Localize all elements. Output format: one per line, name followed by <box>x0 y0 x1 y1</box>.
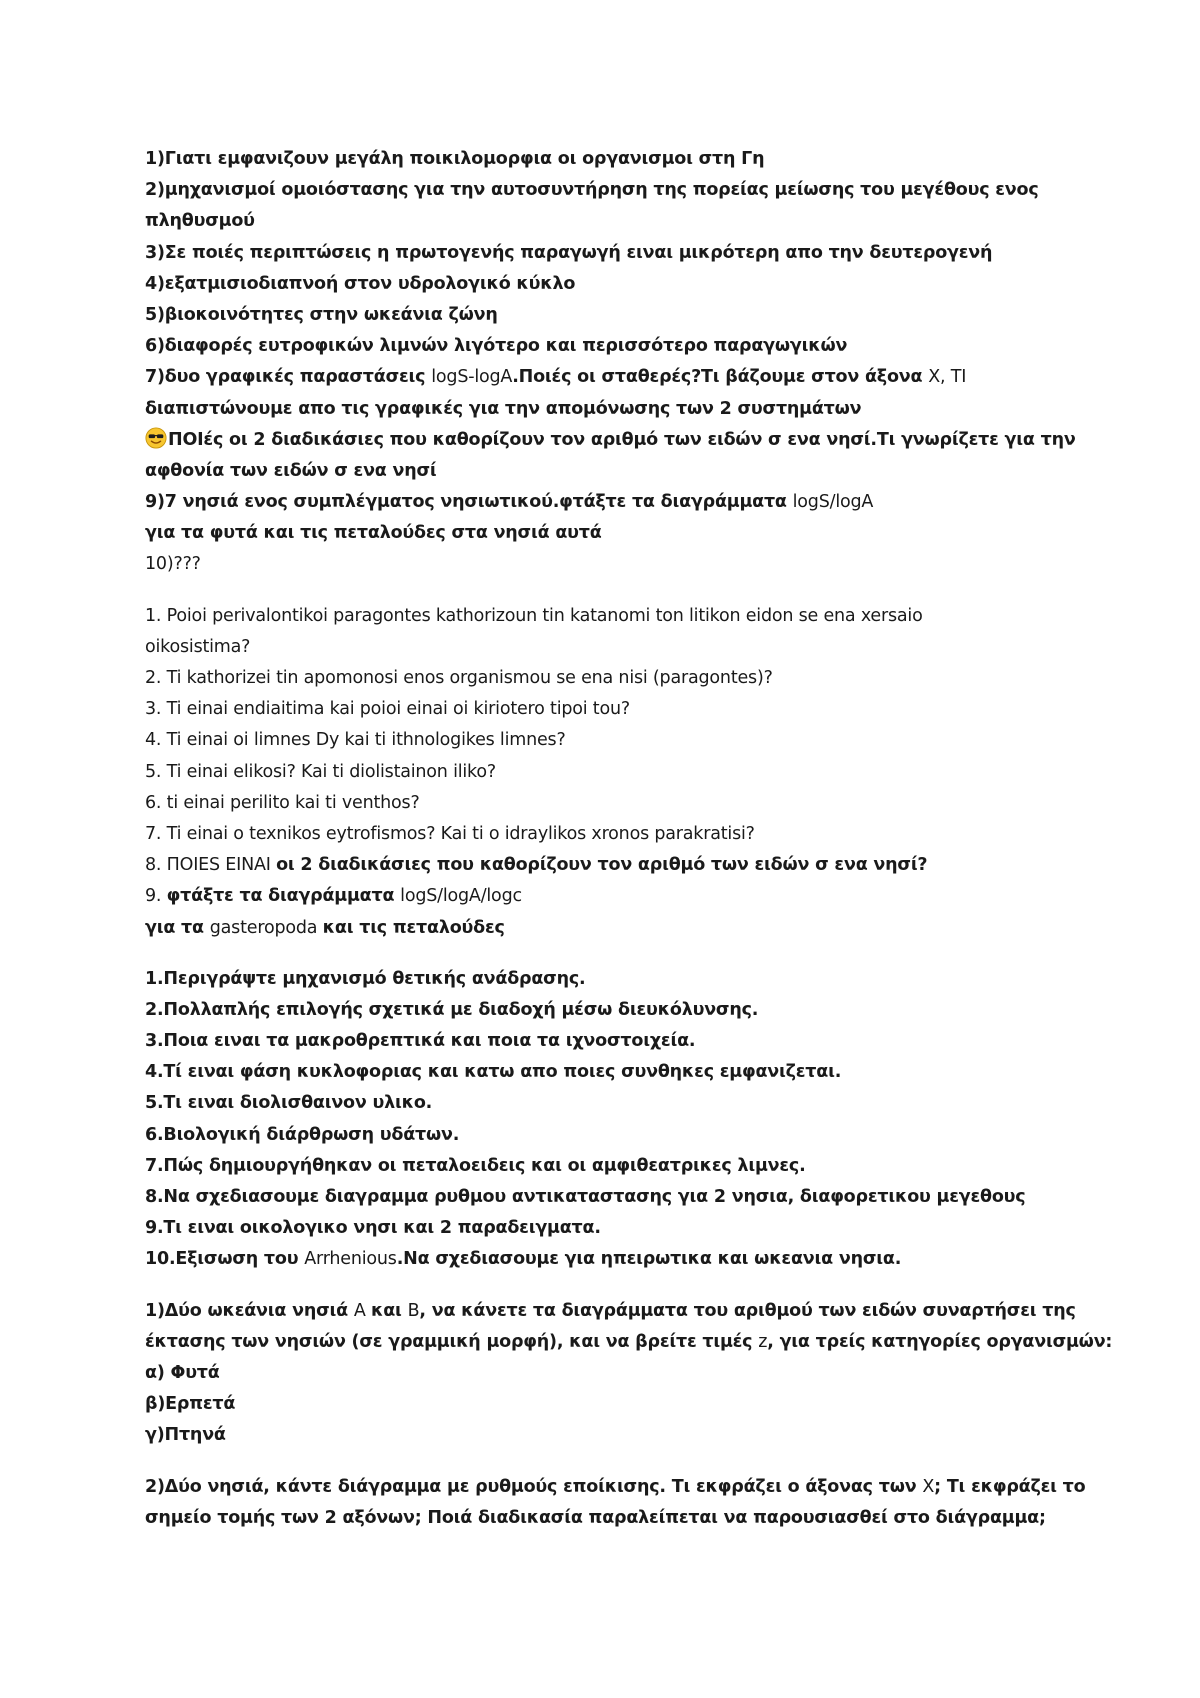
text-run: 1)Δύο ωκεάνια νησιά <box>145 1300 354 1321</box>
text-line <box>145 549 1085 580</box>
text-line <box>145 487 1085 518</box>
text-run: 2)Δύο νησιά, κάντε διάγραμμα με ρυθμούς εποίκισης. Τι εκφράζει ο άξονας των <box>145 1476 923 1497</box>
text-run: logS/logA/logc <box>400 886 522 907</box>
text-run: 8. ΠΟΙΕS EINAI <box>145 855 277 876</box>
text-line <box>145 1503 1085 1534</box>
text-line <box>145 394 1085 425</box>
section-gap <box>145 1452 1085 1472</box>
text-line <box>145 1389 1085 1420</box>
text-run: z <box>758 1331 768 1352</box>
text-line <box>145 425 1085 456</box>
text-line <box>145 1420 1085 1451</box>
text-run: και τις πεταλούδες <box>322 917 505 938</box>
text-run: 4)εξατμισιοδιαπνοή στον υδρολογικό κύκλο <box>145 273 576 294</box>
text-line <box>145 362 1085 393</box>
question-section <box>145 601 1085 944</box>
text-line <box>145 757 1085 788</box>
text-line <box>145 300 1085 331</box>
text-line <box>145 1026 1085 1057</box>
text-run: 4.Τί ειναι φάση κυκλοφοριας και κατω απο ποιες συνθηκες εμφανιζεται. <box>145 1062 842 1083</box>
text-line <box>145 331 1085 362</box>
text-line <box>145 1213 1085 1244</box>
section-gap <box>145 581 1085 601</box>
text-line <box>145 601 1085 632</box>
text-run: .Ποιές οι σταθερές?Τι βάζουμε στον άξονα <box>512 367 929 388</box>
text-run: 3. Ti einai endiaitima kai poioi einai oi kiriotero tipoi tou? <box>145 699 630 720</box>
text-line <box>145 694 1085 725</box>
text-line <box>145 964 1085 995</box>
text-line <box>145 1088 1085 1119</box>
question-section <box>145 1296 1113 1452</box>
text-line <box>145 913 1085 944</box>
text-run: .Να σχεδιασουμε για ηπειρωτικα και ωκεανια νησια. <box>396 1249 902 1270</box>
text-line <box>145 1472 1085 1503</box>
text-run: X, TI <box>928 367 967 388</box>
text-run: 9.Τι ειναι οικολογικο νησι και 2 παραδειγματα. <box>145 1218 601 1239</box>
text-run: 9)7 νησιά ενος συμπλέγματος νησιωτικού.φτάξτε τα διαγράμματα <box>145 492 793 513</box>
text-line <box>145 995 1085 1026</box>
question-section <box>145 144 1085 581</box>
section-gap <box>145 1276 1085 1296</box>
text-line <box>145 881 1085 912</box>
text-run: 5.Τι ειναι διολισθαινον υλικο. <box>145 1093 433 1114</box>
text-run: 5. Ti einai elikosi? Kai ti diolistainon iliko? <box>145 761 496 782</box>
text-run: φτάξτε τα διαγράμματα <box>166 886 401 907</box>
sunglasses-emoji-icon <box>145 427 167 449</box>
text-line <box>145 1296 1085 1327</box>
text-run: 2. Ti kathorizei tin apomonosi enos organismou se ena nisi (paragontes)? <box>145 668 773 688</box>
text-run: logS-logA <box>431 367 513 388</box>
text-run: 2.Πολλαπλής επιλογής σχετικά με διαδοχή μέσω διευκόλυνσης. <box>145 999 759 1020</box>
text-run: γ)Πτηνά <box>145 1425 226 1446</box>
document-body <box>145 144 1113 1534</box>
text-run: διαπιστώνουμε απο τις γραφικές για την απομόνωσης των 2 συστημάτων <box>145 398 862 419</box>
text-line <box>145 456 1085 487</box>
text-run: 3.Ποια ειναι τα μακροθρεπτικά και ποια τα ιχνοστοιχεία. <box>145 1031 696 1052</box>
text-run: 7)δυο γραφικές παραστάσεις <box>145 367 432 388</box>
text-line <box>145 819 1085 850</box>
question-section <box>145 1472 1085 1534</box>
text-run: 6. ti einai perilito kai ti venthos? <box>145 792 420 813</box>
text-run: 9. <box>145 886 167 907</box>
text-line <box>145 1057 1085 1088</box>
question-section <box>145 964 1085 1276</box>
text-line <box>145 518 1085 549</box>
text-run: β)Ερπετά <box>145 1394 236 1415</box>
text-run: για τα φυτά και τις πεταλούδες στα νησιά αυτά <box>145 523 602 544</box>
text-line <box>145 1182 1085 1213</box>
text-run: 6)διαφορές ευτροφικών λιμνών λιγότερο και περισσότερο παραγωγικών <box>145 336 848 357</box>
text-run: ΠΟΙές οι 2 διαδικάσιες που καθορίζουν τον αριθμό των ειδών σ ενα νησί.Τι γνωρίζετε για την <box>168 429 1076 450</box>
text-line <box>145 1327 1113 1358</box>
text-run: και <box>371 1300 408 1321</box>
text-run: 10.Εξισωση του <box>145 1249 305 1270</box>
text-run: logS/logA <box>792 492 874 513</box>
text-run: oikosistima? <box>145 636 251 657</box>
text-run: ; Τι εκφράζει το <box>934 1476 1086 1497</box>
text-run: , να κάνετε τα διαγράμματα του αριθμού των ειδών συναρτήσει της <box>419 1300 1076 1321</box>
text-line <box>145 238 1085 269</box>
text-line <box>145 269 1085 300</box>
section-gap <box>145 944 1085 964</box>
text-line <box>145 1120 1085 1151</box>
text-run: X <box>922 1476 935 1497</box>
text-run: σημείο τομής των 2 αξόνων; Ποιά διαδικασία παραλείπεται να παρουσιασθεί στο διάγραμμα; <box>145 1507 1046 1528</box>
text-run: 7.Πώς δημιουργήθηκαν οι πεταλοειδεις και οι αμφιθεατρικες λιμνες. <box>145 1155 806 1176</box>
text-line <box>145 788 1085 819</box>
text-run: 6.Βιολογική διάρθρωση υδάτων. <box>145 1124 460 1145</box>
text-run: 1. Poioi perivalontikoi paragontes kathorizoun tin katanomi ton litikon eidon se ena xersaio <box>145 605 923 626</box>
text-run: α) Φυτά <box>145 1362 220 1383</box>
text-line <box>145 144 1085 175</box>
text-run: 1)Γιατι εμφανιζουν μεγάλη ποικιλομορφια οι οργανισμοι στη Γη <box>145 149 765 169</box>
text-run: αφθονία των ειδών σ ενα νησί <box>145 460 437 481</box>
text-line <box>145 1358 1085 1389</box>
text-run: 7. Ti einai o texnikos eytrofismos? Kai ti o idraylikos xronos parakratisi? <box>145 823 755 844</box>
text-run: B <box>407 1300 420 1321</box>
text-run: 5)βιοκοινότητες στην ωκεάνια ζώνη <box>145 304 498 325</box>
text-run: gasteropoda <box>209 917 323 938</box>
text-run: 10)??? <box>145 554 201 575</box>
text-line <box>145 175 1085 206</box>
text-run: Arrhenious <box>304 1249 397 1270</box>
text-run: A <box>353 1300 371 1321</box>
text-line <box>145 1244 1085 1275</box>
text-run: 4. Ti einai oi limnes Dy kai ti ithnologikes limnes? <box>145 730 566 751</box>
text-run: έκτασης των νησιών (σε γραμμική μορφή), και να βρείτε τιμές <box>145 1331 759 1352</box>
text-run: πληθυσμού <box>145 211 255 232</box>
text-line <box>145 725 1085 756</box>
text-line <box>145 663 1085 694</box>
text-line <box>145 850 1085 881</box>
text-run: 1.Περιγράψτε μηχανισμό θετικής ανάδρασης. <box>145 968 586 989</box>
text-run: 2)μηχανισμοί ομοιόστασης για την αυτοσυντήρηση της πορείας μείωσης του μεγέθους ενος <box>145 180 1039 201</box>
text-line <box>145 632 1085 663</box>
text-run: 3)Σε ποιές περιπτώσεις η πρωτογενής παραγωγή ειναι μικρότερη απο την δευτερογενή <box>145 242 993 263</box>
text-line <box>145 206 1085 237</box>
text-run: οι 2 διαδικάσιες που καθορίζουν τον αριθμό των ειδών σ ενα νησί? <box>276 855 928 876</box>
text-run: 8.Να σχεδιασουμε διαγραμμα ρυθμου αντικαταστασης για 2 νησια, διαφορετικου μεγεθους <box>145 1187 1026 1207</box>
text-line <box>145 1151 1085 1182</box>
text-run: για τα <box>145 917 210 938</box>
text-run: , για τρείς κατηγορίες οργανισμών: <box>767 1331 1113 1352</box>
